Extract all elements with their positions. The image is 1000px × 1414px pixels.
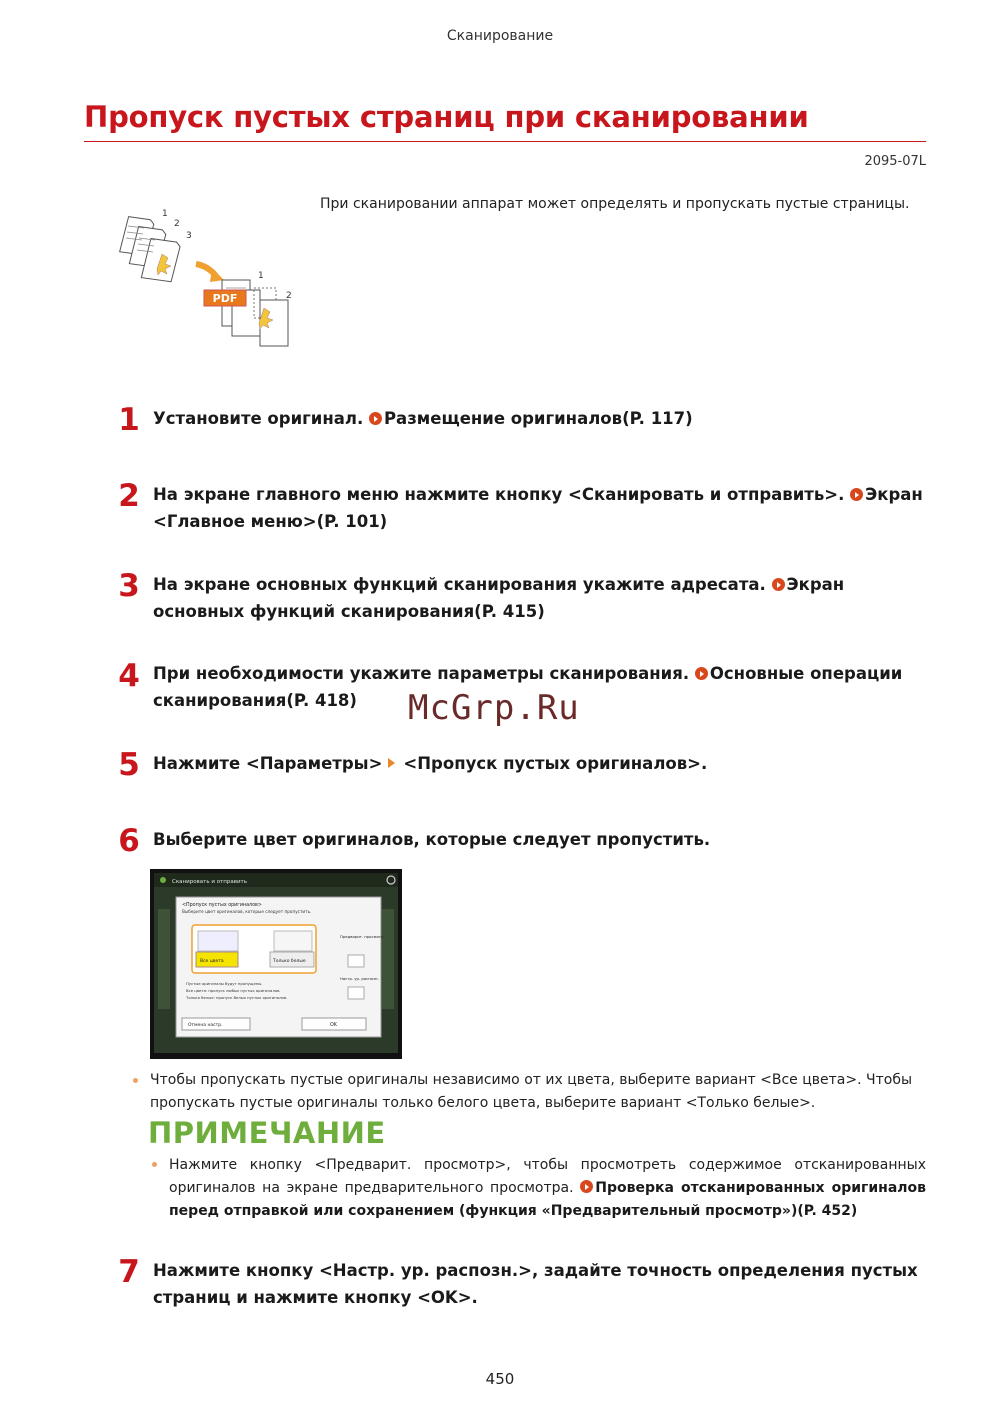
pdf-label: PDF [212,292,238,305]
running-header: Сканирование [446,28,554,44]
step-3-link[interactable]: Экран основных функций сканирования(P. 415) [153,575,845,621]
all-colors-icon [198,931,238,951]
step-4-link[interactable]: Основные операции сканирования(P. 418) [153,664,903,710]
note-heading: ПРИМЕЧАНИЕ [148,1116,386,1150]
dialog-note-2: Все цвета: пропуск любых пустых оригиналов. [186,988,281,993]
illus-num-2: 2 [174,219,180,229]
step-number: 6 [118,823,140,859]
step-number: 1 [118,402,140,438]
step-5-part-b: <Пропуск пустых оригиналов>. [403,754,708,773]
watermark: McGrp.Ru [408,688,580,728]
documents-to-pdf-icon [112,204,302,354]
step-3-text [153,571,928,625]
xref-arrow-icon [695,667,708,680]
xref-arrow-icon [850,488,863,501]
step-2-instruction: На экране главного меню нажмите кнопку <Сканировать и отправить>. [153,485,845,504]
step-1-text [153,405,928,432]
scan-send-icon [160,877,166,883]
side-preview-label: Предварит. просмотр [340,934,384,939]
note-link[interactable]: Проверка отсканированных оригиналов перед отправкой или сохранением (функция «Предварительный просмотр»)(P. 452) [169,1180,926,1219]
option-all-colors: Все цвета [200,959,224,964]
step-1-instruction: Установите оригинал. [153,409,364,428]
dialog-note-1: Пустые оригиналы будут пропущены. [186,981,263,986]
step-6-text: Выберите цвет оригиналов, которые следует пропустить. [153,830,711,849]
step-5-part-a: Нажмите <Параметры> [153,754,383,773]
intro-paragraph: При сканировании аппарат может определять и пропускать пустые страницы. [320,196,910,212]
option-white-only: Только белые [273,959,306,964]
dialog-note-3: Только белые: пропуск белых пустых оригиналов. [186,995,288,1000]
menu-arrow-icon [388,758,395,768]
illus-num-m2: 2 [286,291,292,301]
step-7-text: Нажмите кнопку <Настр. ур. распозн.>, задайте точность определения пустых страниц и нажмите кнопку <OK>. [153,1261,918,1307]
dialog-title: <Пропуск пустых оригиналов> [182,903,262,908]
white-only-icon [274,931,312,951]
ok-label: OK [330,1023,337,1028]
step-number: 5 [118,747,140,783]
step-number: 7 [118,1254,140,1290]
note-text [169,1154,926,1223]
title-divider [84,141,926,142]
step-4-instruction: При необходимости укажите параметры сканирования. [153,664,690,683]
cancel-settings-label: Отмена настр. [188,1023,223,1028]
screen-top-title: Сканировать и отправить [172,879,247,885]
step-6-bullet: Чтобы пропускать пустые оригиналы независимо от их цвета, выберите вариант <Все цвета>. Чтобы пропускать пустые оригиналы только белого цвета, выберите вариант <Только белые>. [150,1072,913,1111]
page-title: Пропуск пустых страниц при сканировании [84,100,809,134]
step-number: 3 [118,568,140,604]
step-number: 2 [118,478,140,514]
page-number: 450 [485,1370,515,1388]
dialog-subtitle: Выберите цвет оригиналов, которые следует пропустить. [182,909,312,914]
device-screen-screenshot [150,869,402,1059]
document-code: 2095-07L [864,154,926,169]
illus-num-3: 3 [186,231,192,241]
bullet-icon [152,1162,157,1167]
xref-arrow-icon [772,578,785,591]
side-level-label: Настр. ур. распозн. [340,976,379,981]
note-body: Нажмите кнопку <Предварит. просмотр>, чтобы просмотреть содержимое отсканированных оригиналов на экране предварительного просмотра. [169,1157,926,1196]
step-number: 4 [118,658,140,694]
step-2-link[interactable]: Экран <Главное меню>(P. 101) [153,485,923,531]
step-2-text [153,481,928,535]
xref-arrow-icon [369,412,382,425]
bullet-icon [133,1078,138,1083]
xref-arrow-icon [580,1180,593,1193]
step-3-instruction: На экране основных функций сканирования укажите адресата. [153,575,766,594]
illus-num-1: 1 [162,209,168,219]
step-5-text [153,750,928,777]
illus-num-m1: 1 [258,271,264,281]
scan-skip-illustration [112,204,302,354]
step-1-link[interactable]: Размещение оригиналов(P. 117) [383,409,693,428]
